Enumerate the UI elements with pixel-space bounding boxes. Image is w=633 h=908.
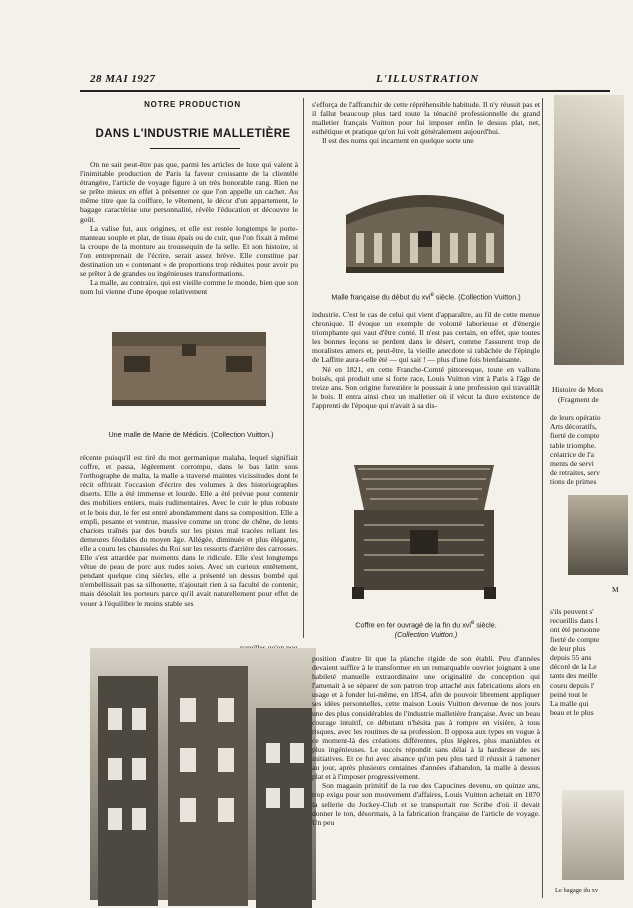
fragment-low-1: s'ils peuvent s' bbox=[550, 607, 594, 616]
paragraph-names: Il est des noms qui incarnent en quelque sorte une bbox=[322, 136, 474, 146]
fragment-low-5: de leur plus bbox=[550, 643, 586, 653]
fragment-mid-1: de leurs opératio bbox=[550, 413, 601, 422]
fragment-mid-8: tions de primes bbox=[550, 477, 597, 487]
fragment-low-12: beau et le plus bbox=[550, 708, 594, 718]
fragment-low-11: La malle qui bbox=[550, 699, 589, 709]
right-edge-rule bbox=[542, 98, 543, 898]
header-rule bbox=[80, 90, 610, 92]
fragment-mid-3: fierté de compte bbox=[550, 431, 600, 441]
fragment-low-7: décoré de la Le bbox=[550, 662, 597, 672]
caption-iron-chest-2: (Collection Vuitton.) bbox=[394, 630, 458, 639]
fragment-top-2: (Fragment de bbox=[558, 395, 599, 404]
fragment-low-4: fierté de compte bbox=[550, 634, 600, 644]
fragment-mid-7: de retraites, serv bbox=[550, 468, 600, 478]
fragment-mid-2: Arts décoratifs, bbox=[550, 422, 597, 432]
caption-medicis: Une malle de Marie de Médicis. (Collection Vuitton.) bbox=[108, 430, 274, 439]
publication-title: L'ILLUSTRATION bbox=[376, 73, 480, 85]
fragment-low-9: couru depuis l' bbox=[550, 680, 595, 690]
fragment-top-1: Histoire de Mots bbox=[552, 385, 604, 394]
paragraph-ne-1821: Né en 1821, en cette Franche-Comté pittoresque, toute en vallons boisés, qui produit une si forte race, Louis Vuitton vint à Paris à l'âge de treize ans. Son origine forestière le poussait à une profession qui travaillât le bois. Il entra ainsi chez un malletier où il vécut la dure existence de l'apprenti de l'époque qui n'avait à sa dis- bbox=[312, 364, 540, 410]
fragment-low-3: ont été personne bbox=[550, 625, 600, 635]
iron-chest-image bbox=[334, 455, 514, 605]
medicis-trunk-image bbox=[104, 322, 274, 412]
fragment-low-10: peiné tout le bbox=[550, 689, 588, 699]
fragment-mid-5: créatrice de l'a bbox=[550, 449, 594, 459]
paragraph-malle-history: récente puisqu'il est tiré du mot germanique malaha, lequel signifiait coffre, et passa, légèrement corrompu, dans le bas latin sous l'orthographe de malta, la malle a traversé maintes vicissitudes dont le récit offrirait l'occasion d'écrire des volumes à des historiographes diserts. Elle a été immense et lourde. Elle a été prévue pour contenir des mobiliers entiers, mais rudimentaires. Avec le cuir le plus robuste et le bois dur, le fer est entré abondamment dans sa composition. Elle a emplì, pesante et ventrue, massive comme un tronc de chêne, de lents chariots traînés par des bœufs sur les pistes mal tracées reliant les demeures féodales du moyen âge. Allégée, diminuée et plus élégante, elle a couru les chaussées du Roi sur les ressorts d'arrière des carrosses. Elle s'est attardée par moments dans le ridicule. Elle s'est longtemps vêtue de peau de porc aux rudes soies. Avec un curieux entêtement, pendant quelque cinq siècles, elle a présenté un dessus bombé qui n'embellissait pas sa silhouette, n'ajoutait rien à sa faculté de contenir, mais désolait les porteurs parce qu'il avait naturellement pour effet de vouer à l'équilibre le moins stable ses bbox=[80, 453, 298, 608]
fragment-mid-6: ments de servi bbox=[550, 459, 594, 469]
article-title: DANS L'INDUSTRIE MALLETIÈRE bbox=[95, 128, 291, 140]
fragment-m: M bbox=[612, 585, 619, 594]
caption-xvi: Malle française du début du xvi$^e$ siècle. (Collection Vuitton.) bbox=[331, 292, 521, 302]
page-date: 28 MAI 1927 bbox=[90, 73, 156, 85]
fragment-mid-4: table triomphe. bbox=[550, 440, 596, 450]
adjacent-page-object-photo bbox=[568, 495, 628, 575]
fragment-low-6: depuis 55 ans bbox=[550, 653, 592, 663]
title-rule bbox=[150, 148, 240, 149]
adjacent-page-bag-photo bbox=[562, 790, 624, 880]
column-divider bbox=[303, 98, 304, 638]
adjacent-page-photo bbox=[554, 95, 624, 365]
fragment-low-2: recueillis dans l bbox=[550, 616, 598, 626]
fragment-low-8: tants des meille bbox=[550, 671, 598, 681]
paragraph-position: position d'autre lit que la planche rigide de son établi. Peu d'années devaient suffire à le transformer en un remarquable ouvrier joignant à une habileté manuelle extraordinaire une originalité de conception qui l'amenait à se séparer de son patron trop attaché aux fabrications alors en usage et à fonder lui-même, en 1854, afin de pouvoir librement appliquer ses idées personnelles, cette maison Louis Vuitton devenue de nos jours une des plus considérables de l'industrie malletière française. Avec un beau courage intuitif, ce débutant n'hésita pas à rompre en visière, à tous risques, avec les routines de sa profession. Il opposa aux types en vogue à ce moment-là des créations différentes, plus légères, plus maniables et plus ingénieuses. Le succès répondit sans délai à la hardiesse de ses initiatives. Et ce fut avec aisance qu'un peu plus tard il réussit à ramener au jour, après plusieurs centaines d'années d'abandon, la malle à dessus plat et à l'imposer progressivement. bbox=[312, 654, 540, 782]
paragraph-industrie: industrie. C'est le cas de celui qui vient d'apparaître, au fil de cette menue chronique. Il évoque un exemple de volonté laborieuse et d'énergie triomphante qui vaut d'être conté. Il n'est pas certain, en effet, que toutes les bonnes leçons se perdent dans le désert, comme l'assurent trop de moralistes amers et, peut-être, la vieille anecdote si rabâchée de l'épingle de Laffitte aura-t-elle été — qui sait ! — plus d'une fois bienfaisante. bbox=[312, 310, 540, 365]
caption-iron-chest-1: Coffre en fer ouvragé de la fin du xvi$^e$ siècle. bbox=[355, 620, 497, 630]
paragraph-malle: La malle, au contraire, qui est vieille comme le monde, bien que son nom lui vienne d'une époque relativement bbox=[80, 278, 298, 297]
building-photo bbox=[90, 648, 316, 900]
paragraph-magasin: Son magasin primitif de la rue des Capucines devenu, en quinze ans, trop exigu pour son mouvement d'affaires, Louis Vuitton achetait en 1870 la sellerie du Jockey-Club et se transportait rue Scribe d'où il devait donner le ton, désormais, à la fabrication française de l'article de voyage. Un peu bbox=[312, 781, 540, 827]
paragraph-valise: La valise fut, aux origines, et elle est restée longtemps le porte-manteau souple et plat, de tissu épais ou de cuir, que l'on fixait à même la croupe de la monture au troussequin de la selle. Et son histoire, si l'on entreprenait de l'écrire, serait assez brève. Elle constitue par destination un « contenant » de proportions trop réduites pour avoir pu se prêter à de grandes ou ingénieuses transformations. bbox=[80, 223, 298, 279]
fragment-bottom: Le bagage du xv bbox=[555, 887, 599, 894]
paragraph-empire: s'efforça de l'affranchir de cette répréhensible habitude. Il n'y réussit pas et il fallut beaucoup plus tard toute la ténacité professionnelle du grand malletier français Vuitton pour lui imposer enfin le dessus plat, net, esthétique et pratique qu'on lui voit généralement aujourd'hui. bbox=[312, 100, 540, 137]
xvi-trunk-image bbox=[340, 175, 510, 280]
article-kicker: NOTRE PRODUCTION bbox=[144, 100, 241, 109]
paragraph-intro: On ne sait peut-être pas que, parmi les articles de luxe qui valent à l'inimitable production de Paris la faveur croissante de la clientèle étrangère, l'article de voyage figure à un très honorable rang. Rien ne se prête mieux en effet à présenter ce que l'on appelle un cachet. Au même titre que la coiffure, le vêtement, le décor d'un appartement, le bagage caractérise une personnalité, révèle l'éducation et découvre le goût. bbox=[80, 160, 298, 224]
